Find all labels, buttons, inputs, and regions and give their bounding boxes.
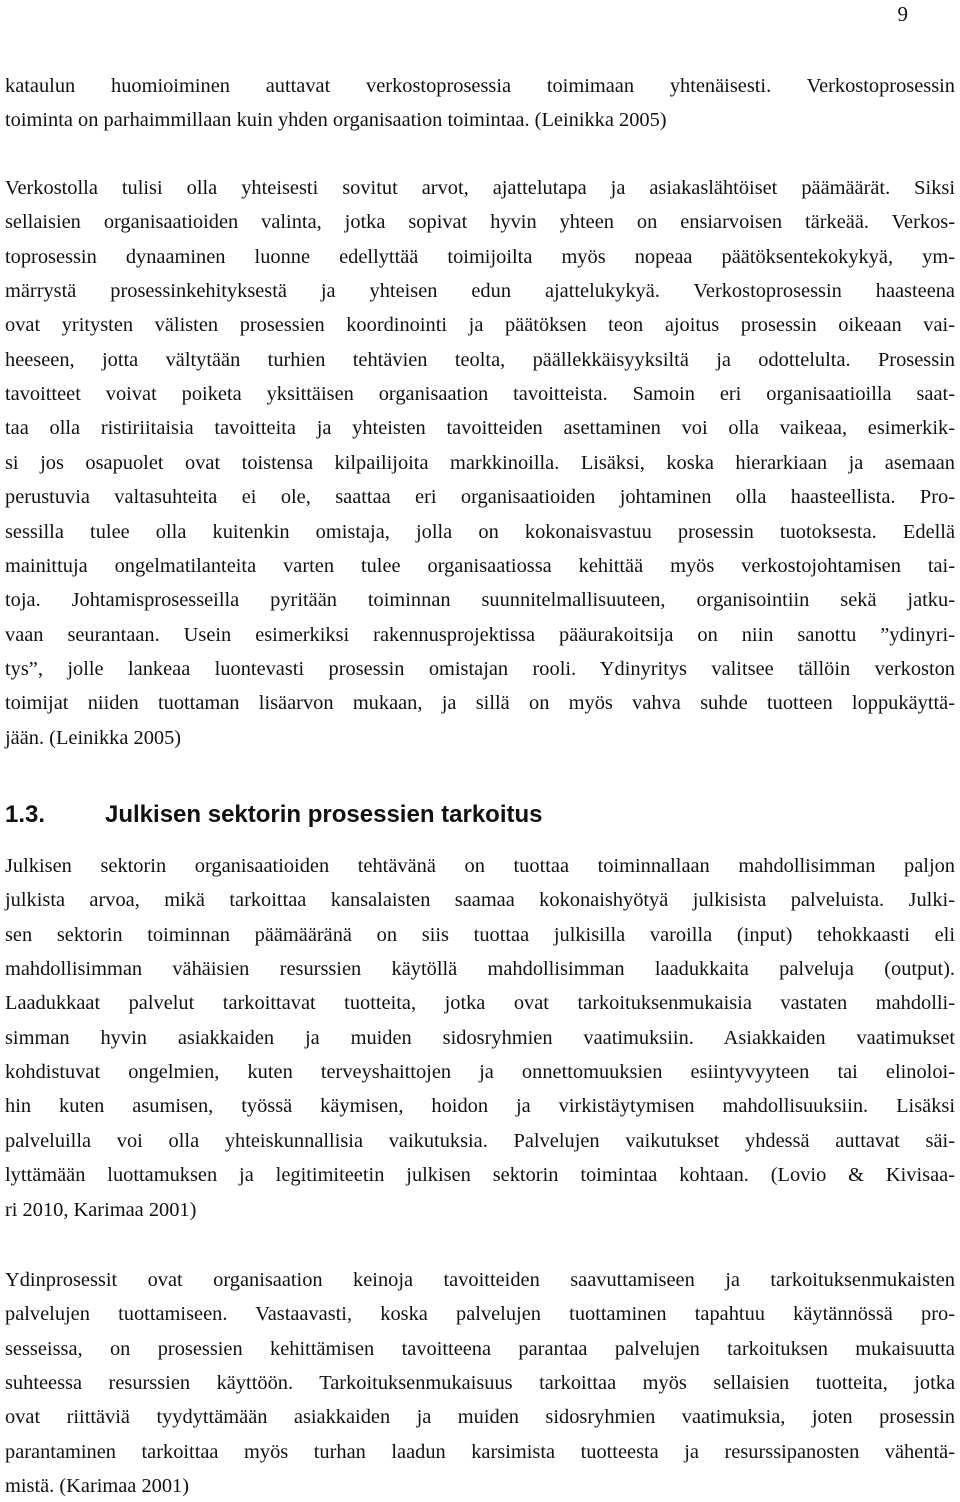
text-line: jään. (Leinikka 2005) [5, 726, 182, 749]
text-line: toja. Johtamisprosesseilla pyritään toiminnan suunnitelmallisuuteen, organisointiin sekä jatku- [5, 589, 955, 612]
text-line: toimijat niiden tuottaman lisäarvon mukaan, ja sillä on myös vahva suhde tuotteen loppukäyttä- [5, 692, 955, 715]
text-line: toiminta on parhaimmillaan kuin yhden organisaation toimintaa. (Leinikka 2005) [5, 109, 667, 132]
text-line: julkista arvoa, mikä tarkoittaa kansalaisten saamaa kokonaishyötyä julkisista palveluista. Julki- [5, 889, 955, 912]
text-line: kohdistuvat ongelmien, kuten terveyshaittojen ja onnettomuuksien esiintyvyyteen tai elinoloi- [5, 1061, 955, 1084]
text-line: märrystä prosessinkehityksestä ja yhteisen edun ajattelukykyä. Verkostoprosessin haasteena [5, 280, 955, 303]
text-line: simman hyvin asiakkaiden ja muiden sidosryhmien vaatimuksiin. Asiakkaiden vaatimukset [5, 1026, 955, 1049]
text-line: kataulun huomioiminen auttavat verkostoprosessia toimimaan yhtenäisesti. Verkostoprosessin [5, 75, 955, 97]
text-line: Laadukkaat palvelut tarkoittavat tuotteita, jotka ovat tarkoituksenmukaisia vastaten mahdolli- [5, 992, 955, 1015]
text-line: Verkostolla tulisi olla yhteisesti sovitut arvot, ajattelutapa ja asiakaslähtöiset päämäärät. Siksi [5, 177, 955, 199]
text-line: mistä. (Karimaa 2001) [5, 1475, 190, 1498]
text-line: perustuvia valtasuhteita ei ole, saattaa eri organisaatioiden johtaminen olla haasteellista. Pro- [5, 486, 955, 509]
text-line: lyttämään luottamuksen ja legitimiteetin julkisen sektorin toimintaa kohtaan. (Lovio & Kivisaa- [5, 1164, 955, 1187]
text-line: sessilla tulee olla kuitenkin omistaja, jolla on kokonaisvastuu prosessin tuotoksesta. Edellä [5, 520, 955, 543]
text-line: Ydinprosessit ovat organisaation keinoja tavoitteiden saavuttamiseen ja tarkoituksenmukaisten [5, 1269, 955, 1291]
text-line: ri 2010, Karimaa 2001) [5, 1198, 197, 1221]
text-line: toprosessin dynaaminen luonne edellyttää toimijoilta myös nopeaa päätöksentekokykyä, ym- [5, 245, 955, 268]
text-line: mainittuja ongelmatilanteita varten tulee organisaatiossa kehittää myös verkostojohtamisen tai- [5, 554, 955, 577]
text-line: sen sektorin toiminnan päämääränä on siis tuottaa julkisilla varoilla (input) tehokkaasti eli [5, 923, 955, 946]
text-line: tys”, jolle lankeaa luontevasti prosessin omistajan rooli. Ydinyritys valitsee tällöin verkoston [5, 657, 955, 680]
text-line: si jos osapuolet ovat toistensa kilpailijoita markkinoilla. Lisäksi, koska hierarkiaan ja asemaan [5, 451, 955, 474]
section-number: 1.3. [5, 801, 46, 828]
section-title: Julkisen sektorin prosessien tarkoitus [105, 801, 543, 828]
text-line: tavoitteet voivat poiketa yksittäisen organisaation tavoitteista. Samoin eri organisaatioilla saat- [5, 383, 955, 406]
text-line: ovat yritysten välisten prosessien koordinointi ja päätöksen teon ajoitus prosessin oikeaan vai- [5, 314, 955, 337]
text-line: Julkisen sektorin organisaatioiden tehtävänä on tuottaa toiminnallaan mahdollisimman paljon [5, 855, 955, 877]
text-line: suhteessa resurssien käyttöön. Tarkoituksenmukaisuus tarkoittaa myös sellaisien tuotteita, jotka [5, 1372, 955, 1395]
text-line: palveluilla voi olla yhteiskunnallisia vaikutuksia. Palvelujen vaikutukset yhdessä auttavat säi- [5, 1129, 955, 1152]
text-line: sellaisien organisaatioiden valinta, jotka sopivat hyvin yhteen on ensiarvoisen tärkeää. Verkos- [5, 211, 955, 234]
text-line: hin kuten asumisen, työssä käymisen, hoidon ja virkistäytymisen mahdollisuuksiin. Lisäksi [5, 1095, 955, 1118]
text-line: sesseissa, on prosessien kehittämisen tavoitteena parantaa palvelujen tarkoituksen mukaisuutta [5, 1337, 955, 1360]
page-number: 9 [897, 2, 908, 26]
text-line: mahdollisimman vähäisien resurssien käytöllä mahdollisimman laadukkaita palveluja (output). [5, 958, 955, 981]
text-line: taa olla ristiriitaisia tavoitteita ja yhteisten tavoitteiden asettaminen voi olla vaikeaa, esimerkik- [5, 417, 955, 440]
text-line: ovat riittäviä tyydyttämään asiakkaiden ja muiden sidosryhmien vaatimuksia, joten prosessin [5, 1406, 955, 1429]
text-line: heeseen, jotta vältytään turhien tehtävien teolta, päällekkäisyyksiltä ja odottelulta. Prosessin [5, 348, 955, 371]
text-line: palvelujen tuottamiseen. Vastaavasti, koska palvelujen tuottaminen tapahtuu käytännössä pro- [5, 1303, 955, 1326]
text-line: parantaminen tarkoittaa myös turhan laadun karsimista tuotteesta ja resurssipanosten vähentä- [5, 1440, 955, 1463]
section-heading [5, 800, 543, 830]
text-line: vaan seurantaan. Usein esimerkiksi rakennusprojektissa pääurakoitsija on niin sanottu ”ydinyri- [5, 623, 955, 646]
